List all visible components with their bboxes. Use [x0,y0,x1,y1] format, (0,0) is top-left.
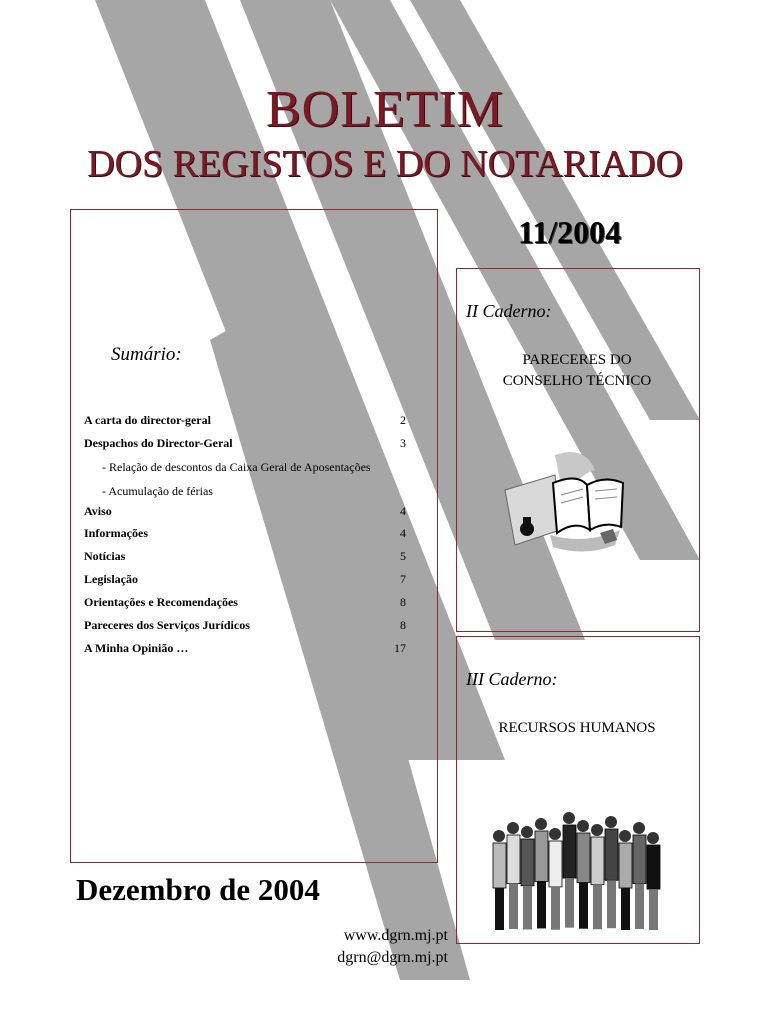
toc-entry [84,618,406,634]
person-head [647,832,659,844]
person-legs [649,889,658,930]
toc-entry-label: Pareceres dos Serviços Jurídicos [84,618,250,632]
caderno-2-line-2: CONSELHO TÉCNICO [502,373,652,389]
toc-entry-page: 8 [400,595,406,609]
toc-entry-label: Notícias [84,549,126,563]
people-group-illustration-icon [485,800,665,930]
person-body [591,837,604,885]
person-legs [551,887,560,930]
toc-entry-label: - Acumulação de férias [102,484,213,498]
person-head [493,830,505,842]
bulletin-subtitle: DOS REGISTOS E DO NOTARIADO [87,143,683,185]
caderno-3-text: RECURSOS HUMANOS [498,720,656,736]
email-link[interactable]: dgrn@dgrn.mj.pt [337,949,448,966]
toc-entry [84,460,406,476]
publication-date: Dezembro de 2004 [76,872,320,907]
person-body [563,825,576,878]
toc-entry-page: 3 [400,436,406,450]
toc-entry [84,595,406,611]
person-body [577,833,590,883]
toc-entry-label: Aviso [84,504,112,518]
person-legs [579,883,588,929]
person-body [535,831,548,881]
bulletin-title: BOLETIM [265,81,505,138]
person-body [605,829,618,880]
person-body [521,839,534,886]
toc-entry [84,484,406,500]
person-legs [495,888,504,930]
person-body [493,843,506,888]
toc-entry [84,641,406,657]
toc-entry [84,436,406,452]
book-illustration-icon [495,445,645,565]
caderno-2-text [462,350,692,392]
person-legs [607,880,616,928]
person-head [619,830,631,842]
toc-entry [84,413,406,429]
person-body [549,841,562,887]
person-head [563,812,575,824]
caderno-2-title: II Caderno: [466,301,552,321]
person-legs [565,878,574,928]
person-head [549,828,561,840]
person-legs [509,884,518,929]
person-head [577,820,589,832]
toc-entry-label: Orientações e Recomendações [84,595,238,609]
person-head [535,818,547,830]
toc-entry [84,549,406,565]
person-head [507,822,519,834]
toc-entry [84,572,406,588]
person-body [647,845,660,889]
toc-entry-page: 4 [400,504,406,518]
issue-number: 11/2004 [518,214,622,250]
person-legs [537,881,546,928]
person-legs [621,888,630,930]
toc-entry-label: A carta do director-geral [84,413,211,427]
toc-entry-page: 7 [400,572,406,586]
caderno-2-line-1: PARECERES DO [522,352,632,368]
person-legs [593,885,602,930]
person-head [521,826,533,838]
toc-entry-page: 8 [400,618,406,632]
toc-entry [84,504,406,520]
toc-entry-label: - Relação de descontos da Caixa Geral de Aposentações [102,460,371,474]
summary-label: Sumário: [111,344,182,365]
person-body [619,843,632,888]
toc-entry-page: 17 [394,641,406,655]
toc-entry-page: 4 [400,526,406,540]
toc-entry-label: Informações [84,526,148,540]
person-legs [523,886,532,930]
caderno-3-title: III Caderno: [466,669,558,689]
toc-entry [84,526,406,542]
person-body [507,835,520,884]
toc-entry-label: A Minha Opinião … [84,641,189,655]
person-head [591,824,603,836]
website-link[interactable]: www.dgrn.mj.pt [343,927,448,944]
toc-entry-label: Legislação [84,572,138,586]
person-body [633,835,646,884]
person-legs [635,884,644,929]
toc-entry-label: Despachos do Director-Geral [84,436,233,450]
person-head [633,822,645,834]
toc-entry-page: 2 [400,413,406,427]
person-head [605,816,617,828]
toc-entry-page: 5 [400,549,406,563]
